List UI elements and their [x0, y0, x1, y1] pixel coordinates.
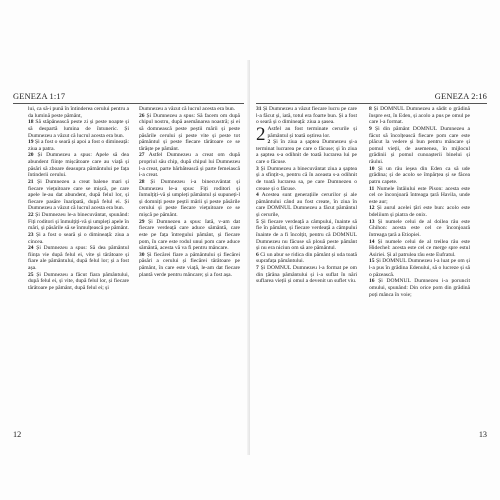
- verse-text: Și Dumnezeu i-a binecuvântat și Dumnezeu le-a spus: Fiți roditori și înmulțiți-vă și umpleți pământul și supuneți-l și domniți peste peștii mării și peste păsările cerului și peste fiecare viețuitoare ce se mișcă pe pământ.: [139, 178, 240, 218]
- running-head-left: GENEZA 1:17: [13, 92, 66, 101]
- verse-number: 11: [369, 185, 375, 192]
- verse-number: 23: [28, 231, 34, 238]
- verse: [28, 232, 129, 245]
- verse: [28, 119, 129, 139]
- verse: [369, 166, 470, 186]
- verse-text: Și a fost o seară și apoi a fost o dimineață: ziua a patra.: [28, 139, 129, 152]
- verse-number: 2: [267, 139, 271, 146]
- text-column-4: [369, 106, 470, 434]
- verse-text: Și Dumnezeu a făcut fiara pământului, după felul ei, și vite, după felul lor, și fiecare târâtoare pe pământ, după felul ei; și: [28, 271, 129, 291]
- verse-text: Și Dumnezeu a binecuvântat ziua a șaptea și a sfințit-o, pentru că în aceasta s-a odihnit de toată lucrarea sa, pe care Dumnezeu o crease și o făcuse.: [256, 165, 357, 192]
- verse: [256, 219, 357, 252]
- verse-number: 30: [139, 251, 145, 258]
- verse-text: Dumnezeu a văzut că lucrul acesta era bun.: [139, 106, 236, 112]
- verse: [139, 179, 240, 219]
- header-rule-left: [13, 103, 244, 104]
- verse: [28, 245, 129, 272]
- verse-text: Astfel Dumnezeu a creat om după propriul său chip, după chipul lui Dumnezeu l-a creat, parte bărbătească și parte femeiască i-a creat.: [139, 152, 240, 179]
- verse-text: Și Dumnezeu a spus: Iată, v-am dat fiecare verdeață care aduce sământă, care este pe fața întregului pământ, și fiecare pom, în care este rodul unui pom care aduce sământă, acesta vă va fi pentru mâncare.: [139, 218, 240, 252]
- verse-number: 15: [369, 258, 375, 265]
- verse: [28, 212, 129, 232]
- verse-number: 10: [369, 165, 375, 172]
- verse-text: Să stăpânească peste zi și peste noapte și să despartă lumina de întuneric. Și Dumnezeu a văzut că lucrul acesta era bun.: [28, 119, 129, 139]
- text-column-1: [28, 106, 129, 434]
- verse-number: 26: [139, 112, 145, 119]
- verse: [369, 186, 470, 206]
- verse-text: Și Dumnezeu a văzut fiecare lucru pe care l-a făcut și, iată, totul era foarte bun. Și a fost o seară și o dimineață: ziua a șasea.: [256, 106, 357, 126]
- verse: [369, 126, 470, 166]
- text-column-3: [256, 106, 357, 434]
- verse: [369, 239, 470, 259]
- verse-number: 20: [28, 152, 34, 159]
- running-head-right: GENEZA 2:16: [434, 92, 487, 101]
- verse-number: 29: [139, 218, 145, 225]
- verse-number: 25: [28, 271, 34, 278]
- verse-text: lui, ca să-i pună în întinderea cerului pentru a da lumină peste pământ,: [28, 106, 129, 119]
- verse-text: Și fiecărei fiare a pământului și fiecărei păsări a cerului și fiecărei târâtoare pe pământ, în care este viață, le-am dat fiecare plantă verde pentru mâncare; și a fost așa.: [139, 251, 240, 278]
- verse-number: 21: [28, 178, 34, 185]
- verse-text: Și Dumnezeu a spus: Să facem om după chipul nostru, după asemănarea noastră; și ei să domnească peste peștii mării și peste păsările cerului și peste vite și peste tot pământul și peste fiecare târâtoare ce se târăște pe pământ.: [139, 112, 240, 152]
- verse-number: 8: [369, 106, 372, 112]
- verse-text: Și în ziua a șaptea Dumnezeu și-a terminat lucrarea pe care o făcuse; și în ziua a șaptea s-a odihnit de toată lucrarea lui pe care o făcuse.: [256, 139, 357, 165]
- verse-text: Și Dumnezeu a creat balene mari și fiecare viețuitoare care se mișcă, pe care apele le-au dat abundent, după felul lor, și fiecare pasăre înaripată, după felul ei. Și Dumnezeu a văzut că lucrul acesta era bun.: [28, 178, 129, 212]
- verse: [28, 139, 129, 152]
- page-number-left: 12: [13, 430, 22, 439]
- verse: [256, 265, 357, 285]
- verse: [139, 252, 240, 279]
- verse-number: 16: [369, 278, 375, 285]
- verse-number: 5: [256, 218, 259, 225]
- verse: [256, 139, 357, 166]
- verse-text: Ci un abur se ridica din pământ și uda toată suprafața pământului.: [256, 251, 357, 265]
- verse-number: 12: [369, 205, 375, 212]
- verse-number: 27: [139, 152, 145, 159]
- verse-text: Și numele celui de al doilea râu este Ghihon: acesta este cel ce înconjoară întreaga țară a Etiopiei.: [369, 218, 470, 238]
- verse-number: 28: [139, 178, 145, 185]
- verse-text: Și a fost o seară și o dimineață: ziua a cincea.: [28, 231, 129, 245]
- verse-text: Astfel au fost terminate cerurile și pământul și toată oștirea lor.: [267, 125, 357, 139]
- verse: [256, 192, 357, 219]
- text-column-2: [139, 106, 240, 434]
- verse: [28, 179, 129, 212]
- page-number-right: 13: [478, 430, 487, 439]
- verse: [139, 106, 240, 113]
- right-page: [250, 0, 500, 500]
- verse-text: Și Dumnezeu le-a binecuvântat, spunând: Fiți roditori și înmulțiți-vă și umpleți apele în mări, și păsările să se înmulțească pe pământ.: [28, 212, 129, 232]
- verse-number: 7: [256, 265, 259, 271]
- verse: [369, 278, 470, 298]
- verse-number: 3: [256, 165, 259, 172]
- verse: [256, 252, 357, 265]
- verse: [139, 152, 240, 179]
- verse-text: Și Dumnezeu a spus: Apele să dea abundent ființe mișcătoare care au viață și păsări să zboare deasupra pământului pe fața întinderii cerului.: [28, 152, 129, 179]
- verse-text: Și din pământ DOMNUL Dumnezeu a făcut să încolțească fiecare pom care este plăcut la vedere și bun pentru mâncare și pomul vieții, de asemenea, în mijlocul grădinii și pomul cunoașterii binelui și răului.: [369, 125, 470, 165]
- verse-number: 18: [28, 119, 34, 126]
- verse: [369, 106, 470, 126]
- verse-number: 22: [28, 212, 34, 218]
- verse: [256, 166, 357, 193]
- verse-number: 19: [28, 139, 34, 146]
- verse: [28, 106, 129, 119]
- verse-number: 14: [369, 238, 375, 245]
- verse: [369, 258, 470, 278]
- verse-text: Și DOMNUL Dumnezeu l-a luat pe om și l-a pus în grădina Edenului, să o lucreze și să o păzească.: [369, 258, 470, 278]
- verse-text: Acestea sunt generațiile cerurilor și ale pământului când au fost create, în ziua în care DOMNUL Dumnezeu a făcut pământul și cerurile,: [256, 192, 357, 218]
- verse: [28, 152, 129, 179]
- verse-text: Și Dumnezeu a spus: Să dea pământul ființa vie după felul ei, vite și târâtoare și fiare ale pământului, după felul lor; și a fost așa.: [28, 245, 129, 271]
- verse: [139, 113, 240, 153]
- verse-number: 4: [256, 192, 259, 199]
- chapter-number: 2: [256, 123, 266, 145]
- verse-text: Și un râu ieșea din Eden ca să ude grădina; și de acolo se împărțea și se făcea patru capete.: [369, 165, 470, 185]
- verse-number: 6: [256, 251, 259, 258]
- verse: [139, 219, 240, 252]
- verse-text: Și DOMNUL Dumnezeu l-a format pe om din țărâna pământului și i-a suflat în nări suflarea vieții și omul a devenit un suflet viu.: [256, 265, 357, 285]
- verse-text: Și fiecare verdeață a câmpului, înainte să fie în pământ, și fiecare verdeață a câmpului înainte de a fi încolțit, pentru că DOMNUL Dumnezeu nu făcuse să plouă peste pământ și nu era niciun om să are pământul.: [256, 218, 357, 252]
- verse-number: 9: [369, 125, 372, 132]
- verse-number: 24: [28, 245, 34, 252]
- verse-text: Și aurul acelei țări este bun: acolo este bdeliium și piatra de onix.: [369, 205, 470, 218]
- verse-text: Numele întâiului este Pison: acesta este cel ce înconjoară întreaga țară Havila, unde este aur;: [369, 185, 470, 205]
- verse-number: 31: [256, 106, 262, 112]
- verse-text: Și DOMNUL Dumnezeu a sădit o grădină înspre est, în Eden, și acolo a pus pe omul pe care l-a format.: [369, 106, 470, 126]
- verse: [369, 219, 470, 239]
- verse: [28, 272, 129, 292]
- verse-number: 13: [369, 218, 375, 225]
- verse-text: Și numele celui de al treilea râu este Hidechel: acesta este cel ce merge spre estul Asiriei. Și al patrulea râu este Eufratul.: [369, 238, 470, 258]
- verse: [369, 205, 470, 218]
- verse: [256, 106, 357, 126]
- verse-text: Și DOMNUL Dumnezeu i-a poruncit omului, spunând: Din orice pom din grădină poți mânca în voie;: [369, 278, 470, 298]
- verse: [256, 123, 357, 145]
- header-rule-right: [256, 103, 487, 104]
